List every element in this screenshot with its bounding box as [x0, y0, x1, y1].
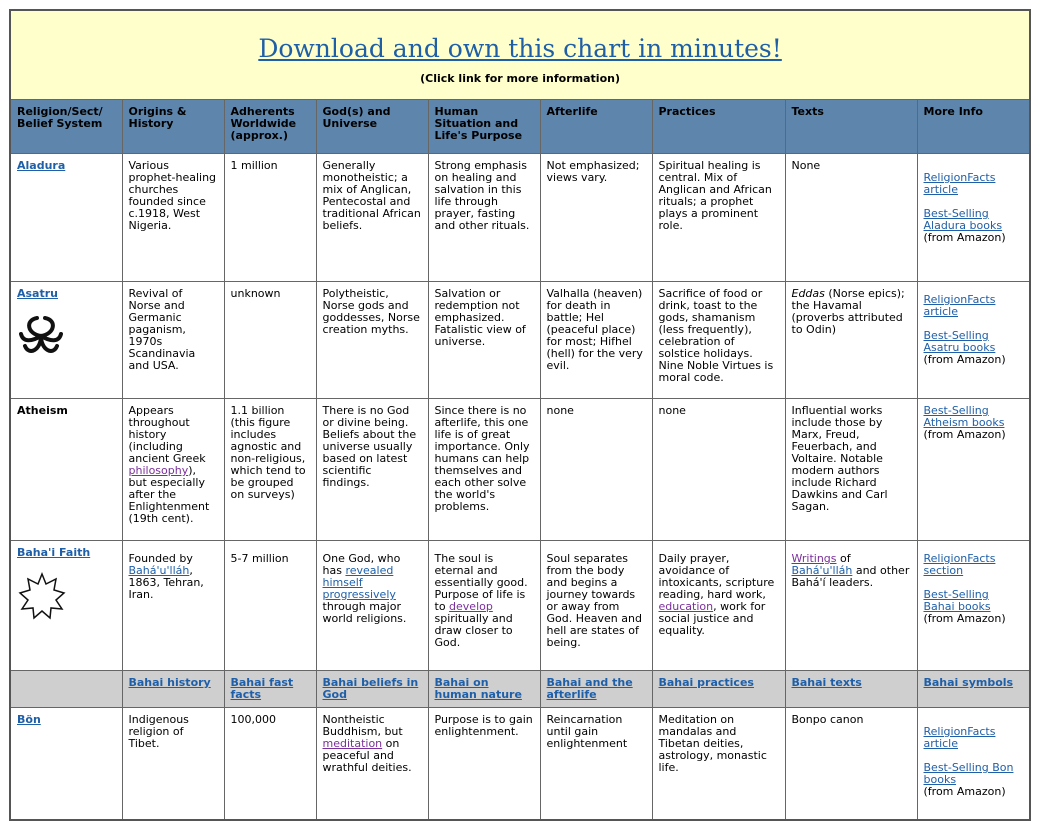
texts-mid: of	[836, 552, 851, 565]
cell-origins	[122, 399, 224, 541]
cell-bahai-fast-facts	[224, 671, 316, 708]
amazon-books-link[interactable]: Best-Selling Atheism books	[923, 404, 1005, 429]
cell-practices: Meditation on mandalas and Tibetan deities, astrology, monastic life.	[652, 708, 785, 820]
religionfacts-link[interactable]: ReligionFacts article	[923, 293, 996, 318]
practices-text-a: Daily prayer, avoidance of intoxicants, scripture reading, hard work,	[658, 552, 775, 601]
cell-afterlife: Valhalla (heaven) for death in battle; Hel (peaceful place) for most; Hifhel (hell) for the very evil.	[540, 282, 652, 399]
cell-more-info	[917, 282, 1030, 399]
cell-adherents: unknown	[224, 282, 316, 399]
amazon-books-link[interactable]: Best-Selling Bahai books	[923, 588, 991, 613]
table-row-atheism	[10, 399, 1030, 541]
header-texts: Texts	[785, 100, 917, 154]
religion-link-aladura[interactable]: Aladura	[17, 159, 66, 172]
cell-bahai-afterlife	[540, 671, 652, 708]
gods-text-b: on peaceful and wrathful deities.	[322, 737, 412, 774]
cell-origins: Revival of Norse and Germanic paganism, 1970s Scandinavia and USA.	[122, 282, 224, 399]
cell-bahai-texts	[785, 671, 917, 708]
bahai-practices-link[interactable]: Bahai practices	[658, 676, 754, 689]
download-chart-link[interactable]: Download and own this chart in minutes!	[258, 34, 782, 63]
cell-practices: Sacrifice of food or drink, toast to the gods, shamanism (less frequently), celebration of solstice holidays. Nine Noble Virtues is moral code.	[652, 282, 785, 399]
philosophy-link[interactable]: philosophy	[128, 464, 189, 477]
amazon-note: (from Amazon)	[923, 612, 1006, 625]
bahai-human-nature-link[interactable]: Bahai on human nature	[434, 676, 522, 701]
gods-text-b: through major world religions.	[322, 600, 407, 625]
human-text-a: The soul is eternal and essentially good. Purpose of life is to	[434, 552, 528, 613]
cell-gods	[316, 708, 428, 820]
cell-human: Salvation or redemption not emphasized. Fatalistic view of universe.	[428, 282, 540, 399]
table-row-bahai	[10, 541, 1030, 671]
religion-comparison-table	[9, 9, 1031, 821]
cell-more-info	[917, 708, 1030, 820]
bahai-afterlife-link[interactable]: Bahai and the afterlife	[546, 676, 633, 701]
bahai-beliefs-link[interactable]: Bahai beliefs in God	[322, 676, 419, 701]
amazon-note: (from Amazon)	[923, 353, 1006, 366]
bahaullah-link[interactable]: Bahá'u'lláh	[128, 564, 190, 577]
cell-texts	[785, 282, 917, 399]
cell-more-info	[917, 399, 1030, 541]
cell-adherents: 100,000	[224, 708, 316, 820]
amazon-books-link[interactable]: Best-Selling Aladura books	[923, 207, 1003, 232]
cell-practices: Spiritual healing is central. Mix of Anglican and African rituals; a prophet plays a prominent role.	[652, 154, 785, 282]
practices-text-b: , work for social justice and equality.	[658, 600, 766, 637]
header-afterlife: Afterlife	[540, 100, 652, 154]
religion-name-atheism: Atheism	[17, 404, 68, 417]
human-text-b: spiritually and draw closer to God.	[434, 612, 513, 649]
cell-human	[428, 541, 540, 671]
table-row-aladura	[10, 154, 1030, 282]
religionfacts-link[interactable]: ReligionFacts section	[923, 552, 996, 577]
cell-bahai-beliefs	[316, 671, 428, 708]
cell-human: Strong emphasis on healing and salvation in this life through prayer, fasting and other rituals.	[428, 154, 540, 282]
bahai-symbols-link[interactable]: Bahai symbols	[923, 676, 1014, 689]
cell-more-info	[917, 154, 1030, 282]
header-adherents: Adherents Worldwide (approx.)	[224, 100, 316, 154]
eddas-title: Eddas	[791, 287, 825, 300]
cell-texts: Bonpo canon	[785, 708, 917, 820]
amazon-books-link[interactable]: Best-Selling Asatru books	[923, 329, 996, 354]
cell-adherents	[224, 541, 316, 671]
cell-adherents: 1.1 billion (this figure includes agnostic and non-religious, which tend to be grouped on surveys)	[224, 399, 316, 541]
table-row-bahai-links	[10, 671, 1030, 708]
cell-bahai-human-nature	[428, 671, 540, 708]
education-link[interactable]: education	[658, 600, 714, 613]
amazon-note: (from Amazon)	[923, 231, 1006, 244]
cell-name	[10, 541, 122, 671]
origins-text-b: ), but especially after the Enlightenment (19th cent).	[128, 464, 210, 525]
header-practices: Practices	[652, 100, 785, 154]
nine-pointed-star-icon	[17, 571, 116, 624]
header-religion: Religion/Sect/ Belief System	[10, 100, 122, 154]
texts-text-b: and other Bahá'í leaders.	[791, 564, 910, 589]
origins-text-a: Founded by	[128, 552, 193, 565]
gods-text-a: Nontheistic Buddhism, but	[322, 713, 403, 738]
develop-link[interactable]: develop	[449, 600, 493, 613]
amazon-books-link[interactable]: Best-Selling Bon books	[923, 761, 1014, 786]
cell-gods: Generally monotheistic; a mix of Anglican, Pentecostal and traditional African beliefs.	[316, 154, 428, 282]
amazon-note: (from Amazon)	[923, 785, 1006, 798]
cell-more-info	[917, 541, 1030, 671]
cell-empty	[10, 671, 122, 708]
cell-origins: Indigenous religion of Tibet.	[122, 708, 224, 820]
cell-texts	[785, 541, 917, 671]
meditation-link[interactable]: meditation	[322, 737, 383, 750]
cell-name	[10, 282, 122, 399]
cell-origins: Various prophet-healing churches founded since c.1918, West Nigeria.	[122, 154, 224, 282]
cell-texts: None	[785, 154, 917, 282]
cell-afterlife: Not emphasized; views vary.	[540, 154, 652, 282]
cell-human: Purpose is to gain enlightenment.	[428, 708, 540, 820]
table-row-asatru	[10, 282, 1030, 399]
header-row	[10, 100, 1030, 154]
banner-subtitle: (Click link for more information)	[420, 72, 620, 85]
cell-bahai-history	[122, 671, 224, 708]
origins-text-a: Appears throughout history (including ancient Greek	[128, 404, 206, 465]
bahaullah-texts-link[interactable]: Bahá'u'lláh	[791, 564, 853, 577]
cell-name	[10, 154, 122, 282]
origins-text-b: , 1863, Tehran, Iran.	[128, 564, 204, 601]
revealed-himself-link[interactable]: revealed himself progressively	[322, 564, 396, 601]
table-row-bon	[10, 708, 1030, 820]
cell-gods	[316, 541, 428, 671]
cell-bahai-symbols	[917, 671, 1030, 708]
religion-link-asatru[interactable]: Asatru	[17, 287, 58, 300]
header-gods: God(s) and Universe	[316, 100, 428, 154]
cell-name	[10, 399, 122, 541]
adherents-text: 5-7 million	[230, 552, 289, 565]
writings-link[interactable]: Writings	[791, 552, 837, 565]
header-human-situation: Human Situation and Life's Purpose	[428, 100, 540, 154]
amazon-note: (from Amazon)	[923, 428, 1006, 441]
banner-row	[10, 10, 1030, 100]
cell-afterlife: Reincarnation until gain enlightenment	[540, 708, 652, 820]
texts-rest: (Norse epics); the Havamal (proverbs attributed to Odin)	[791, 287, 905, 336]
cell-bahai-practices	[652, 671, 785, 708]
cell-gods: Polytheistic, Norse gods and goddesses, Norse creation myths.	[316, 282, 428, 399]
cell-origins	[122, 541, 224, 671]
header-more-info: More Info	[917, 100, 1030, 154]
afterlife-text: Soul separates from the body and begins a journey towards or away from God. Heaven and hell are states of being.	[546, 552, 642, 649]
bahai-history-link[interactable]: Bahai history	[128, 676, 211, 689]
cell-gods: There is no God or divine being. Beliefs about the universe usually based on latest scientific findings.	[316, 399, 428, 541]
bahai-texts-link[interactable]: Bahai texts	[791, 676, 862, 689]
religion-link-bon[interactable]: Bön	[17, 713, 41, 726]
cell-name	[10, 708, 122, 820]
cell-afterlife: none	[540, 399, 652, 541]
cell-human: Since there is no afterlife, this one life is of great importance. Only humans can help themselves and each other solve the world's problems.	[428, 399, 540, 541]
cell-afterlife	[540, 541, 652, 671]
cell-texts: Influential works include those by Marx, Freud, Feuerbach, and Voltaire. Notable modern authors include Richard Dawkins and Carl Sagan.	[785, 399, 917, 541]
cell-practices	[652, 541, 785, 671]
religionfacts-link[interactable]: ReligionFacts article	[923, 171, 996, 196]
cell-practices: none	[652, 399, 785, 541]
religion-link-bahai[interactable]: Baha'i Faith	[17, 546, 91, 559]
gods-text-a: One God, who has	[322, 552, 401, 577]
triple-horn-icon	[17, 312, 116, 363]
bahai-fast-facts-link[interactable]: Bahai fast facts	[230, 676, 294, 701]
cell-adherents: 1 million	[224, 154, 316, 282]
banner-cell	[10, 10, 1030, 100]
header-origins: Origins & History	[122, 100, 224, 154]
religionfacts-link[interactable]: ReligionFacts article	[923, 725, 996, 750]
